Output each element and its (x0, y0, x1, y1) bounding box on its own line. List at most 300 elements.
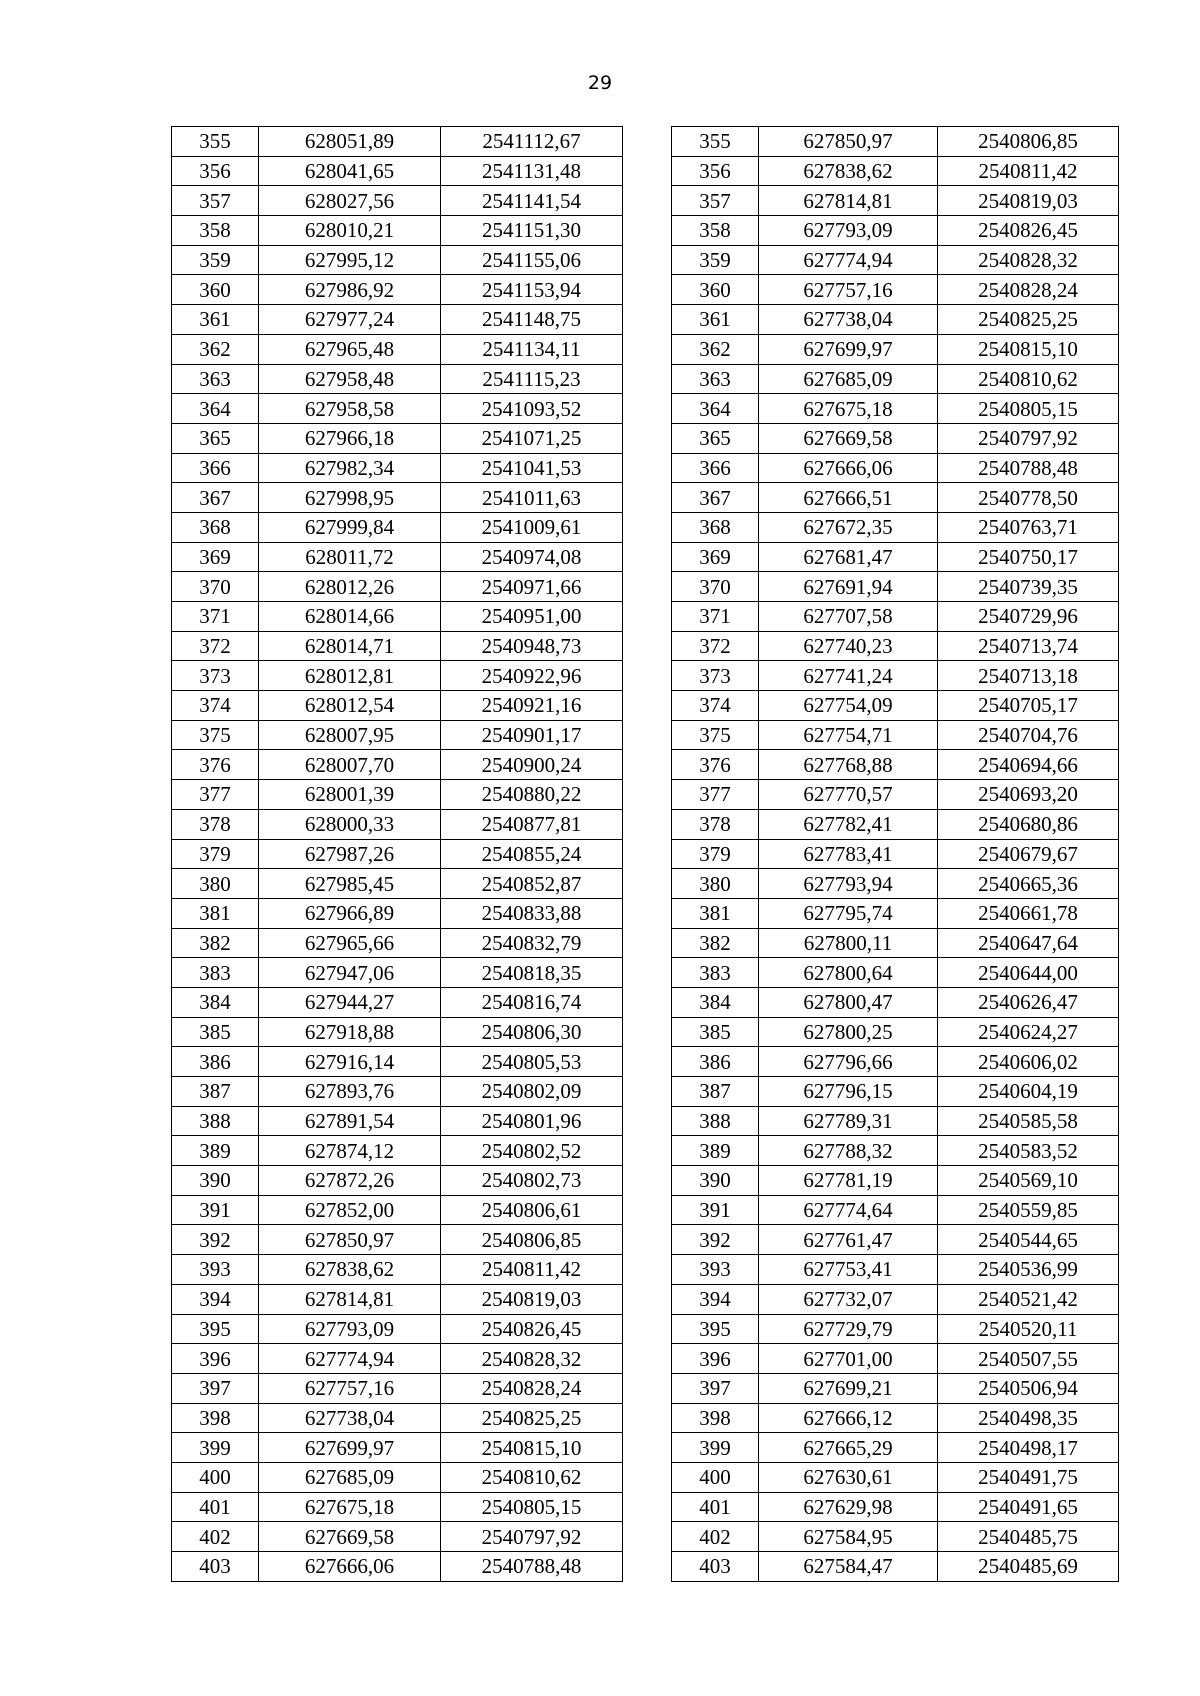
right-point-number-cell: 402 (672, 1522, 759, 1552)
table-row (172, 928, 1119, 958)
right-x-coordinate-cell: 627783,41 (759, 839, 938, 869)
right-point-number-cell: 369 (672, 542, 759, 572)
right-x-coordinate-cell: 627729,79 (759, 1314, 938, 1344)
column-gap-cell (623, 572, 672, 602)
left-point-number-cell: 387 (172, 1077, 259, 1107)
left-y-coordinate-cell: 2541134,11 (441, 334, 623, 364)
column-gap-cell (623, 1047, 672, 1077)
column-gap-cell (623, 1522, 672, 1552)
left-x-coordinate-cell: 627958,58 (259, 394, 441, 424)
left-point-number-cell: 366 (172, 453, 259, 483)
left-y-coordinate-cell: 2540806,85 (441, 1225, 623, 1255)
table-row (172, 898, 1119, 928)
right-y-coordinate-cell: 2540536,99 (938, 1255, 1119, 1285)
table-row (172, 364, 1119, 394)
left-point-number-cell: 380 (172, 869, 259, 899)
left-point-number-cell: 394 (172, 1284, 259, 1314)
column-gap-cell (623, 423, 672, 453)
left-x-coordinate-cell: 628007,70 (259, 750, 441, 780)
right-x-coordinate-cell: 627740,23 (759, 631, 938, 661)
table-row (172, 1106, 1119, 1136)
table-row (172, 1403, 1119, 1433)
left-x-coordinate-cell: 627872,26 (259, 1166, 441, 1196)
right-point-number-cell: 376 (672, 750, 759, 780)
left-y-coordinate-cell: 2540948,73 (441, 631, 623, 661)
left-x-coordinate-cell: 627757,16 (259, 1373, 441, 1403)
right-point-number-cell: 365 (672, 423, 759, 453)
right-x-coordinate-cell: 627770,57 (759, 780, 938, 810)
table-row (172, 1047, 1119, 1077)
right-point-number-cell: 374 (672, 691, 759, 721)
right-point-number-cell: 373 (672, 661, 759, 691)
left-point-number-cell: 363 (172, 364, 259, 394)
right-x-coordinate-cell: 627666,51 (759, 483, 938, 513)
left-y-coordinate-cell: 2541009,61 (441, 512, 623, 542)
right-point-number-cell: 394 (672, 1284, 759, 1314)
table-row (172, 305, 1119, 335)
right-x-coordinate-cell: 627675,18 (759, 394, 938, 424)
right-point-number-cell: 357 (672, 186, 759, 216)
right-point-number-cell: 387 (672, 1077, 759, 1107)
left-point-number-cell: 397 (172, 1373, 259, 1403)
table-row (172, 127, 1119, 157)
left-x-coordinate-cell: 627999,84 (259, 512, 441, 542)
coordinates-table-body (172, 127, 1119, 1582)
table-row (172, 958, 1119, 988)
table-row (172, 1017, 1119, 1047)
left-y-coordinate-cell: 2541151,30 (441, 216, 623, 246)
right-x-coordinate-cell: 627681,47 (759, 542, 938, 572)
table-row (172, 512, 1119, 542)
left-x-coordinate-cell: 627685,09 (259, 1462, 441, 1492)
right-x-coordinate-cell: 627782,41 (759, 809, 938, 839)
column-gap-cell (623, 483, 672, 513)
table-row (172, 334, 1119, 364)
right-x-coordinate-cell: 627738,04 (759, 305, 938, 335)
right-y-coordinate-cell: 2540806,85 (938, 127, 1119, 157)
right-x-coordinate-cell: 627732,07 (759, 1284, 938, 1314)
left-x-coordinate-cell: 628012,26 (259, 572, 441, 602)
right-x-coordinate-cell: 627774,94 (759, 245, 938, 275)
table-row (172, 750, 1119, 780)
left-point-number-cell: 398 (172, 1403, 259, 1433)
right-y-coordinate-cell: 2540491,75 (938, 1462, 1119, 1492)
right-y-coordinate-cell: 2540797,92 (938, 423, 1119, 453)
left-x-coordinate-cell: 627995,12 (259, 245, 441, 275)
left-x-coordinate-cell: 627814,81 (259, 1284, 441, 1314)
table-row (172, 720, 1119, 750)
right-point-number-cell: 378 (672, 809, 759, 839)
right-point-number-cell: 368 (672, 512, 759, 542)
left-y-coordinate-cell: 2540806,61 (441, 1195, 623, 1225)
left-x-coordinate-cell: 627947,06 (259, 958, 441, 988)
column-gap-cell (623, 720, 672, 750)
right-point-number-cell: 380 (672, 869, 759, 899)
right-x-coordinate-cell: 627850,97 (759, 127, 938, 157)
left-y-coordinate-cell: 2540852,87 (441, 869, 623, 899)
left-x-coordinate-cell: 627985,45 (259, 869, 441, 899)
table-row (172, 1225, 1119, 1255)
right-x-coordinate-cell: 627666,06 (759, 453, 938, 483)
left-y-coordinate-cell: 2540832,79 (441, 928, 623, 958)
left-point-number-cell: 401 (172, 1492, 259, 1522)
right-x-coordinate-cell: 627814,81 (759, 186, 938, 216)
table-row (172, 1077, 1119, 1107)
left-x-coordinate-cell: 627944,27 (259, 987, 441, 1017)
right-x-coordinate-cell: 627800,25 (759, 1017, 938, 1047)
left-y-coordinate-cell: 2541153,94 (441, 275, 623, 305)
right-point-number-cell: 363 (672, 364, 759, 394)
left-point-number-cell: 357 (172, 186, 259, 216)
right-point-number-cell: 396 (672, 1344, 759, 1374)
right-point-number-cell: 385 (672, 1017, 759, 1047)
table-row (172, 1552, 1119, 1582)
right-y-coordinate-cell: 2540606,02 (938, 1047, 1119, 1077)
left-point-number-cell: 358 (172, 216, 259, 246)
left-y-coordinate-cell: 2540802,73 (441, 1166, 623, 1196)
column-gap-cell (623, 1403, 672, 1433)
right-x-coordinate-cell: 627584,47 (759, 1552, 938, 1582)
left-x-coordinate-cell: 627918,88 (259, 1017, 441, 1047)
table-row (172, 542, 1119, 572)
left-x-coordinate-cell: 627965,66 (259, 928, 441, 958)
left-point-number-cell: 374 (172, 691, 259, 721)
left-point-number-cell: 378 (172, 809, 259, 839)
column-gap-cell (623, 631, 672, 661)
left-y-coordinate-cell: 2540810,62 (441, 1462, 623, 1492)
left-point-number-cell: 373 (172, 661, 259, 691)
right-y-coordinate-cell: 2540485,69 (938, 1552, 1119, 1582)
left-point-number-cell: 379 (172, 839, 259, 869)
left-y-coordinate-cell: 2540828,32 (441, 1344, 623, 1374)
right-x-coordinate-cell: 627691,94 (759, 572, 938, 602)
right-x-coordinate-cell: 627757,16 (759, 275, 938, 305)
left-y-coordinate-cell: 2541011,63 (441, 483, 623, 513)
right-y-coordinate-cell: 2540810,62 (938, 364, 1119, 394)
right-y-coordinate-cell: 2540693,20 (938, 780, 1119, 810)
column-gap-cell (623, 987, 672, 1017)
left-point-number-cell: 362 (172, 334, 259, 364)
right-x-coordinate-cell: 627665,29 (759, 1433, 938, 1463)
left-x-coordinate-cell: 627891,54 (259, 1106, 441, 1136)
right-y-coordinate-cell: 2540811,42 (938, 156, 1119, 186)
right-y-coordinate-cell: 2540705,17 (938, 691, 1119, 721)
column-gap-cell (623, 928, 672, 958)
left-x-coordinate-cell: 627916,14 (259, 1047, 441, 1077)
left-y-coordinate-cell: 2540815,10 (441, 1433, 623, 1463)
right-y-coordinate-cell: 2540788,48 (938, 453, 1119, 483)
left-point-number-cell: 356 (172, 156, 259, 186)
left-point-number-cell: 361 (172, 305, 259, 335)
left-x-coordinate-cell: 628041,65 (259, 156, 441, 186)
right-y-coordinate-cell: 2540498,17 (938, 1433, 1119, 1463)
left-point-number-cell: 355 (172, 127, 259, 157)
column-gap-cell (623, 869, 672, 899)
left-y-coordinate-cell: 2540805,15 (441, 1492, 623, 1522)
table-row (172, 602, 1119, 632)
table-row (172, 1522, 1119, 1552)
right-point-number-cell: 377 (672, 780, 759, 810)
left-point-number-cell: 384 (172, 987, 259, 1017)
column-gap-cell (623, 364, 672, 394)
column-gap-cell (623, 1373, 672, 1403)
left-y-coordinate-cell: 2540901,17 (441, 720, 623, 750)
right-point-number-cell: 381 (672, 898, 759, 928)
left-x-coordinate-cell: 627852,00 (259, 1195, 441, 1225)
left-point-number-cell: 386 (172, 1047, 259, 1077)
right-y-coordinate-cell: 2540805,15 (938, 394, 1119, 424)
left-x-coordinate-cell: 628001,39 (259, 780, 441, 810)
right-point-number-cell: 375 (672, 720, 759, 750)
left-y-coordinate-cell: 2540900,24 (441, 750, 623, 780)
right-y-coordinate-cell: 2540644,00 (938, 958, 1119, 988)
left-y-coordinate-cell: 2540825,25 (441, 1403, 623, 1433)
column-gap-cell (623, 1136, 672, 1166)
left-x-coordinate-cell: 627675,18 (259, 1492, 441, 1522)
left-point-number-cell: 370 (172, 572, 259, 602)
left-point-number-cell: 371 (172, 602, 259, 632)
table-row (172, 839, 1119, 869)
table-row (172, 245, 1119, 275)
right-point-number-cell: 371 (672, 602, 759, 632)
right-x-coordinate-cell: 627788,32 (759, 1136, 938, 1166)
left-y-coordinate-cell: 2540971,66 (441, 572, 623, 602)
table-row (172, 1373, 1119, 1403)
right-y-coordinate-cell: 2540569,10 (938, 1166, 1119, 1196)
left-x-coordinate-cell: 627982,34 (259, 453, 441, 483)
right-y-coordinate-cell: 2540828,32 (938, 245, 1119, 275)
right-x-coordinate-cell: 627629,98 (759, 1492, 938, 1522)
right-y-coordinate-cell: 2540498,35 (938, 1403, 1119, 1433)
right-y-coordinate-cell: 2540604,19 (938, 1077, 1119, 1107)
table-row (172, 631, 1119, 661)
column-gap-cell (623, 127, 672, 157)
table-row (172, 1344, 1119, 1374)
right-x-coordinate-cell: 627789,31 (759, 1106, 938, 1136)
column-gap-cell (623, 512, 672, 542)
right-y-coordinate-cell: 2540828,24 (938, 275, 1119, 305)
column-gap-cell (623, 245, 672, 275)
table-row (172, 423, 1119, 453)
right-y-coordinate-cell: 2540763,71 (938, 512, 1119, 542)
left-point-number-cell: 392 (172, 1225, 259, 1255)
right-point-number-cell: 384 (672, 987, 759, 1017)
right-point-number-cell: 362 (672, 334, 759, 364)
table-row (172, 453, 1119, 483)
left-x-coordinate-cell: 628014,71 (259, 631, 441, 661)
column-gap-cell (623, 1344, 672, 1374)
left-point-number-cell: 364 (172, 394, 259, 424)
column-gap-cell (623, 1552, 672, 1582)
table-row (172, 661, 1119, 691)
left-x-coordinate-cell: 627987,26 (259, 839, 441, 869)
right-x-coordinate-cell: 627800,47 (759, 987, 938, 1017)
right-x-coordinate-cell: 627707,58 (759, 602, 938, 632)
left-x-coordinate-cell: 627986,92 (259, 275, 441, 305)
right-x-coordinate-cell: 627630,61 (759, 1462, 938, 1492)
column-gap-cell (623, 809, 672, 839)
coordinates-table (171, 126, 1119, 1582)
left-x-coordinate-cell: 628027,56 (259, 186, 441, 216)
table-row (172, 1433, 1119, 1463)
table-row (172, 394, 1119, 424)
left-y-coordinate-cell: 2541041,53 (441, 453, 623, 483)
left-y-coordinate-cell: 2541071,25 (441, 423, 623, 453)
table-row (172, 1195, 1119, 1225)
table-row (172, 691, 1119, 721)
left-y-coordinate-cell: 2540806,30 (441, 1017, 623, 1047)
left-y-coordinate-cell: 2540797,92 (441, 1522, 623, 1552)
right-x-coordinate-cell: 627754,71 (759, 720, 938, 750)
right-y-coordinate-cell: 2540520,11 (938, 1314, 1119, 1344)
right-y-coordinate-cell: 2540661,78 (938, 898, 1119, 928)
column-gap-cell (623, 216, 672, 246)
left-y-coordinate-cell: 2540877,81 (441, 809, 623, 839)
right-x-coordinate-cell: 627768,88 (759, 750, 938, 780)
right-y-coordinate-cell: 2540491,65 (938, 1492, 1119, 1522)
left-x-coordinate-cell: 627738,04 (259, 1403, 441, 1433)
left-x-coordinate-cell: 628000,33 (259, 809, 441, 839)
left-y-coordinate-cell: 2541131,48 (441, 156, 623, 186)
left-x-coordinate-cell: 627850,97 (259, 1225, 441, 1255)
table-row (172, 1166, 1119, 1196)
table-row (172, 987, 1119, 1017)
left-y-coordinate-cell: 2540951,00 (441, 602, 623, 632)
left-point-number-cell: 395 (172, 1314, 259, 1344)
left-point-number-cell: 372 (172, 631, 259, 661)
right-y-coordinate-cell: 2540680,86 (938, 809, 1119, 839)
right-point-number-cell: 356 (672, 156, 759, 186)
right-x-coordinate-cell: 627672,35 (759, 512, 938, 542)
right-point-number-cell: 391 (672, 1195, 759, 1225)
left-y-coordinate-cell: 2540826,45 (441, 1314, 623, 1344)
left-point-number-cell: 389 (172, 1136, 259, 1166)
left-y-coordinate-cell: 2540802,52 (441, 1136, 623, 1166)
column-gap-cell (623, 898, 672, 928)
right-point-number-cell: 398 (672, 1403, 759, 1433)
column-gap-cell (623, 1314, 672, 1344)
left-y-coordinate-cell: 2540805,53 (441, 1047, 623, 1077)
right-y-coordinate-cell: 2540819,03 (938, 186, 1119, 216)
right-x-coordinate-cell: 627838,62 (759, 156, 938, 186)
table-row (172, 780, 1119, 810)
column-gap-cell (623, 661, 672, 691)
left-x-coordinate-cell: 628011,72 (259, 542, 441, 572)
right-y-coordinate-cell: 2540506,94 (938, 1373, 1119, 1403)
left-point-number-cell: 360 (172, 275, 259, 305)
column-gap-cell (623, 1017, 672, 1047)
right-point-number-cell: 382 (672, 928, 759, 958)
left-x-coordinate-cell: 628012,54 (259, 691, 441, 721)
left-y-coordinate-cell: 2541093,52 (441, 394, 623, 424)
left-point-number-cell: 383 (172, 958, 259, 988)
right-y-coordinate-cell: 2540778,50 (938, 483, 1119, 513)
left-y-coordinate-cell: 2540922,96 (441, 661, 623, 691)
right-x-coordinate-cell: 627800,11 (759, 928, 938, 958)
left-y-coordinate-cell: 2541112,67 (441, 127, 623, 157)
right-point-number-cell: 360 (672, 275, 759, 305)
column-gap-cell (623, 750, 672, 780)
left-point-number-cell: 367 (172, 483, 259, 513)
right-y-coordinate-cell: 2540704,76 (938, 720, 1119, 750)
left-x-coordinate-cell: 627669,58 (259, 1522, 441, 1552)
right-x-coordinate-cell: 627761,47 (759, 1225, 938, 1255)
left-x-coordinate-cell: 627874,12 (259, 1136, 441, 1166)
column-gap-cell (623, 780, 672, 810)
column-gap-cell (623, 1195, 672, 1225)
table-row (172, 1284, 1119, 1314)
right-x-coordinate-cell: 627793,09 (759, 216, 938, 246)
right-x-coordinate-cell: 627699,97 (759, 334, 938, 364)
right-y-coordinate-cell: 2540729,96 (938, 602, 1119, 632)
right-y-coordinate-cell: 2540825,25 (938, 305, 1119, 335)
table-row (172, 275, 1119, 305)
left-y-coordinate-cell: 2541115,23 (441, 364, 623, 394)
right-y-coordinate-cell: 2540713,18 (938, 661, 1119, 691)
left-y-coordinate-cell: 2540833,88 (441, 898, 623, 928)
column-gap-cell (623, 1492, 672, 1522)
column-gap-cell (623, 186, 672, 216)
left-x-coordinate-cell: 628051,89 (259, 127, 441, 157)
right-point-number-cell: 372 (672, 631, 759, 661)
left-y-coordinate-cell: 2541155,06 (441, 245, 623, 275)
right-x-coordinate-cell: 627800,64 (759, 958, 938, 988)
right-x-coordinate-cell: 627796,66 (759, 1047, 938, 1077)
right-x-coordinate-cell: 627666,12 (759, 1403, 938, 1433)
left-x-coordinate-cell: 627666,06 (259, 1552, 441, 1582)
column-gap-cell (623, 453, 672, 483)
left-y-coordinate-cell: 2540788,48 (441, 1552, 623, 1582)
right-y-coordinate-cell: 2540507,55 (938, 1344, 1119, 1374)
column-gap-cell (623, 334, 672, 364)
left-x-coordinate-cell: 627966,18 (259, 423, 441, 453)
left-point-number-cell: 400 (172, 1462, 259, 1492)
table-row (172, 572, 1119, 602)
right-point-number-cell: 361 (672, 305, 759, 335)
left-x-coordinate-cell: 627838,62 (259, 1255, 441, 1285)
column-gap-cell (623, 1255, 672, 1285)
right-x-coordinate-cell: 627685,09 (759, 364, 938, 394)
column-gap-cell (623, 305, 672, 335)
right-point-number-cell: 383 (672, 958, 759, 988)
column-gap-cell (623, 275, 672, 305)
left-point-number-cell: 396 (172, 1344, 259, 1374)
left-x-coordinate-cell: 627793,09 (259, 1314, 441, 1344)
right-point-number-cell: 392 (672, 1225, 759, 1255)
left-point-number-cell: 365 (172, 423, 259, 453)
right-point-number-cell: 386 (672, 1047, 759, 1077)
column-gap-cell (623, 1225, 672, 1255)
column-gap-cell (623, 691, 672, 721)
table-row (172, 186, 1119, 216)
left-y-coordinate-cell: 2540974,08 (441, 542, 623, 572)
left-point-number-cell: 368 (172, 512, 259, 542)
column-gap-cell (623, 1284, 672, 1314)
right-y-coordinate-cell: 2540647,64 (938, 928, 1119, 958)
left-y-coordinate-cell: 2540855,24 (441, 839, 623, 869)
right-y-coordinate-cell: 2540815,10 (938, 334, 1119, 364)
right-x-coordinate-cell: 627793,94 (759, 869, 938, 899)
right-point-number-cell: 379 (672, 839, 759, 869)
left-point-number-cell: 377 (172, 780, 259, 810)
right-y-coordinate-cell: 2540585,58 (938, 1106, 1119, 1136)
right-point-number-cell: 395 (672, 1314, 759, 1344)
right-y-coordinate-cell: 2540521,42 (938, 1284, 1119, 1314)
right-point-number-cell: 390 (672, 1166, 759, 1196)
right-point-number-cell: 358 (672, 216, 759, 246)
right-point-number-cell: 359 (672, 245, 759, 275)
column-gap-cell (623, 394, 672, 424)
